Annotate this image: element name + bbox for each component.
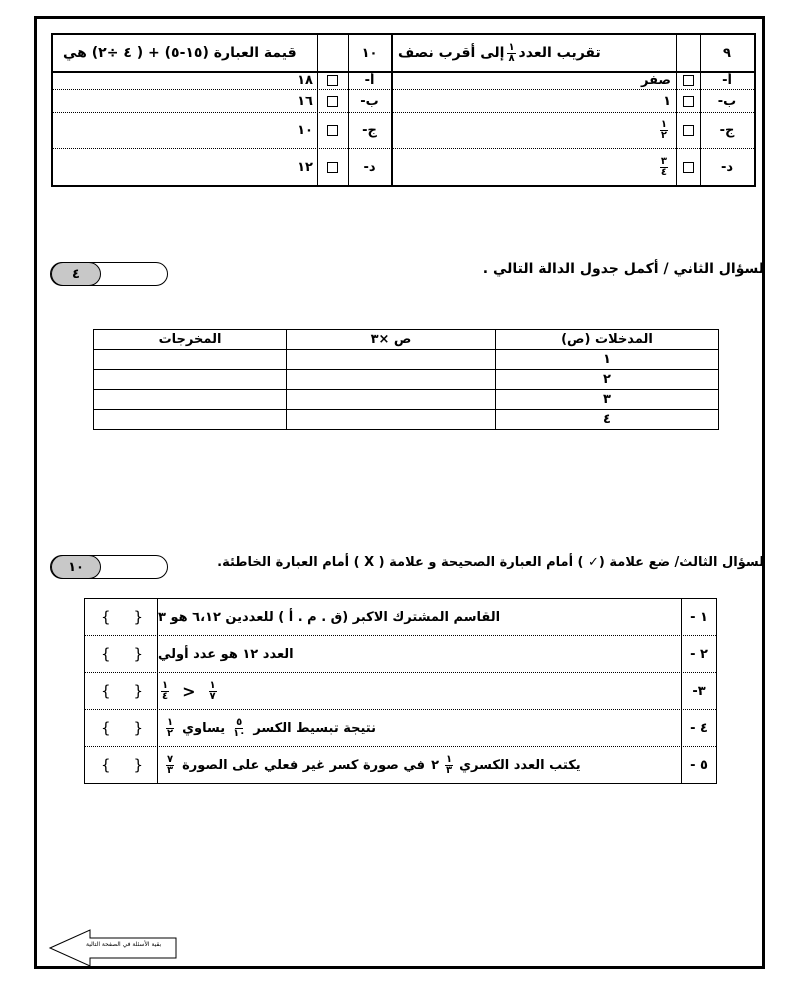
q9-title-fraction: $\frac{١}{٨}$ [508, 41, 515, 64]
header-inputs: المدخلات (ص) [496, 330, 719, 350]
less-than-sign: < [182, 681, 196, 701]
item-number-4: ٤ - [690, 720, 708, 736]
rule-cell[interactable] [287, 410, 496, 430]
q9-option-b-value: ١ [663, 93, 671, 109]
fraction: $\frac{١}{٢}$ [167, 716, 174, 739]
q9-option-b-letter: ب- [717, 93, 737, 109]
input-cell: ٢ [496, 370, 719, 390]
q9-title-part-b: إلى أقرب نصف [398, 45, 505, 61]
q10-option-d-value: ١٢ [297, 159, 313, 175]
true-false-table [84, 598, 717, 784]
fraction: $\frac{٥}{١٠}$ [233, 716, 246, 739]
q3-score: ١٠ [51, 555, 101, 579]
q10-option-a-checkbox[interactable] [317, 72, 348, 89]
q10-option-d-letter: د- [363, 159, 376, 175]
statement-3 [158, 673, 682, 709]
divider [391, 35, 393, 185]
mcq-table [51, 33, 756, 187]
header-outputs: المخرجات [94, 330, 287, 350]
q10-title: قيمة العبارة (١٥-٥) + ( ٤ ÷٢) هي [63, 45, 297, 61]
table-row [94, 390, 719, 410]
statement-5: يكتب العدد الكسري $\frac{١}{٣}$ ٢ في صورة كسر غير فعلي على الصورة $\frac{٧}{٣}$ [158, 747, 682, 783]
q9-option-b-checkbox[interactable] [676, 90, 700, 112]
rule-cell[interactable] [287, 370, 496, 390]
table-row [94, 350, 719, 370]
q10-option-b-value: ١٦ [297, 93, 313, 109]
q10-option-a-letter: أ- [364, 73, 375, 88]
output-cell[interactable] [94, 350, 287, 370]
output-cell[interactable] [94, 370, 287, 390]
tf-row-3 [85, 673, 716, 710]
continue-note: بقية الأسئلة في الصفحة التالية [86, 941, 162, 948]
item-number-1: ١ - [690, 609, 708, 625]
answer-braces[interactable]: { } [85, 747, 158, 783]
q2-score: ٤ [51, 262, 101, 286]
function-table [93, 329, 719, 430]
q9-option-c-checkbox[interactable] [676, 113, 700, 148]
tf-row-2 [85, 636, 716, 673]
item-number-5: ٥ - [690, 757, 708, 773]
table-row [94, 410, 719, 430]
tf-row-1 [85, 599, 716, 636]
q9-option-d-letter: د- [720, 159, 734, 175]
input-cell: ١ [496, 350, 719, 370]
q10-option-c-value: ١٠ [297, 123, 313, 138]
statement-2: العدد ١٢ هو عدد أولي [158, 636, 682, 672]
q10-option-a-value: ١٨ [297, 73, 313, 88]
q2-title: لسؤال الثاني / أكمل جدول الدالة التالي . [482, 261, 764, 277]
statement-4: نتيجة تبسيط الكسر $\frac{٥}{١٠}$ يساوي $\frac{١}{٢}$ [158, 710, 682, 746]
fraction: $\frac{١}{٣}$ [446, 753, 453, 776]
q9-option-d-checkbox[interactable] [676, 149, 700, 185]
statement-1: القاسم المشترك الاكبر (ق . م . أ ) للعددين ٦،١٢ هو ٣ [158, 599, 682, 635]
input-cell: ٤ [496, 410, 719, 430]
q9-option-d-value: $\frac{٣}{٤}$ [660, 155, 667, 178]
fraction: $\frac{٧}{٣}$ [167, 753, 174, 776]
q10-option-c-letter: ج- [362, 123, 377, 138]
q9-title [398, 41, 673, 65]
q10-number: ١٠ [361, 45, 378, 61]
q9-title-part-a: تقريب العدد [518, 45, 601, 61]
q9-option-a-letter: أ- [722, 73, 732, 88]
fraction: $\frac{١}{٧}$ [209, 679, 216, 702]
answer-braces[interactable]: { } [85, 636, 158, 672]
q9-option-a-value: صفر [640, 73, 671, 88]
tf-row-4 [85, 710, 716, 747]
answer-braces[interactable]: { } [85, 673, 158, 709]
output-cell[interactable] [94, 410, 287, 430]
item-number-3: ٣- [692, 683, 706, 699]
output-cell[interactable] [94, 390, 287, 410]
answer-braces[interactable]: { } [85, 710, 158, 746]
header-rule: ص ×٣ [287, 330, 496, 350]
input-cell: ٣ [496, 390, 719, 410]
fraction: $\frac{١}{٤}$ [162, 679, 169, 702]
answer-braces[interactable]: { } [85, 599, 158, 635]
q9-option-a-checkbox[interactable] [676, 72, 700, 89]
q9-number: ٩ [723, 45, 731, 61]
q10-option-d-checkbox[interactable] [317, 149, 348, 185]
q10-option-b-letter: ب- [360, 93, 379, 109]
arrow-left-icon [48, 928, 178, 968]
item-number-2: ٢ - [690, 646, 708, 662]
q9-option-c-letter: ج- [719, 123, 735, 138]
q3-score-pill [50, 555, 168, 579]
q10-option-b-checkbox[interactable] [317, 90, 348, 112]
q2-score-pill [50, 262, 168, 286]
tf-row-5 [85, 747, 716, 783]
table-header-row [94, 330, 719, 350]
q10-option-c-checkbox[interactable] [317, 113, 348, 148]
rule-cell[interactable] [287, 350, 496, 370]
table-row [94, 370, 719, 390]
q3-title: لسؤال الثالث/ ضع علامة (✓ ) أمام العبارة الصحيحة و علامة ( X ) أمام العبارة الخاطئة. [217, 555, 764, 570]
rule-cell[interactable] [287, 390, 496, 410]
q9-option-c-value: $\frac{١}{٢}$ [660, 119, 667, 141]
